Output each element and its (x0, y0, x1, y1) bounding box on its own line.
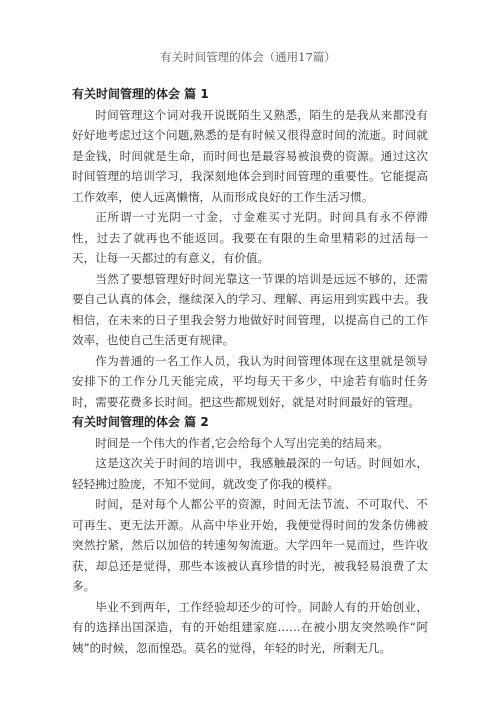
paragraph: 时间是一个伟大的作者,它会给每个人写出完美的结局来。 (95, 435, 389, 450)
paragraph: 毕业不到两年，工作经验却还少的可怜。同龄人有的开始创业，有的选择出国深造，有的开始组建家庭……在被小朋友突然唤作“阿姨”的时候，忽而惶恐。莫名的觉得，年轻的时光，所剩无几。 (72, 599, 428, 655)
document-title: 有关时间管理的体会（通用17篇） (160, 50, 336, 64)
section-heading: 有关时间管理的体会 篇 1 (72, 87, 209, 101)
section-1 (72, 84, 428, 412)
paragraph: 作为普通的一名工作人员，我认为时间管理体现在这里就是领导安排下的工作分几天能完成，平均每天干多少，中途若有临时任务时，需要花费多长时间。把这些都规划好，就是对时间最好的管理。 (72, 353, 428, 409)
paragraph: 这是这次关于时间的培训中，我感触最深的一句话。时间如水，轻轻拂过脸庞，不知不觉间，就改变了你我的模样。 (72, 456, 428, 491)
section-2 (72, 412, 428, 658)
paragraph: 当然了要想管理好时间光靠这一节课的培训是远远不够的，还需要自己认真的体会，继续深入的学习、理解、再运用到实践中去。我相信，在未来的日子里我会努力地做好时间管理，以提高自己的工作效率，也使自己生活更有规律。 (72, 271, 428, 347)
paragraph: 时间，是对每个人都公平的资源，时间无法节流、不可取代、不可再生、更无法开源。从高中毕业开始，我便觉得时间的发条仿佛被突然拧紧，然后以加倍的转速匆匆流逝。大学四年一晃而过，些许收获，却总还是觉得，那些本该被认真珍惜的时光，被我轻易浪费了太多。 (72, 497, 428, 593)
paragraph: 时间管理这个词对我开说既陌生又熟悉，陌生的是我从来都没有好好地考虑过这个问题,熟悉的是有时候又很得意时间的流逝。时间就是金钱，时间就是生命，而时间也是最容易被浪费的资源。通过这次时间管理的培训学习，我深刻地体会到时间管理的重要性。它能提高工作效率，使人远离懒惰，从而形成良好的工作生活习惯。 (72, 107, 428, 204)
document-body (72, 84, 428, 658)
section-heading: 有关时间管理的体会 篇 2 (72, 415, 209, 429)
paragraph: 正所谓一寸光阴一寸金，寸金难买寸光阴。时间具有永不停滞性，过去了就再也不能返回。我要在有限的生命里精彩的过活每一天，让每一天都过的有意义，有价值。 (72, 210, 428, 265)
